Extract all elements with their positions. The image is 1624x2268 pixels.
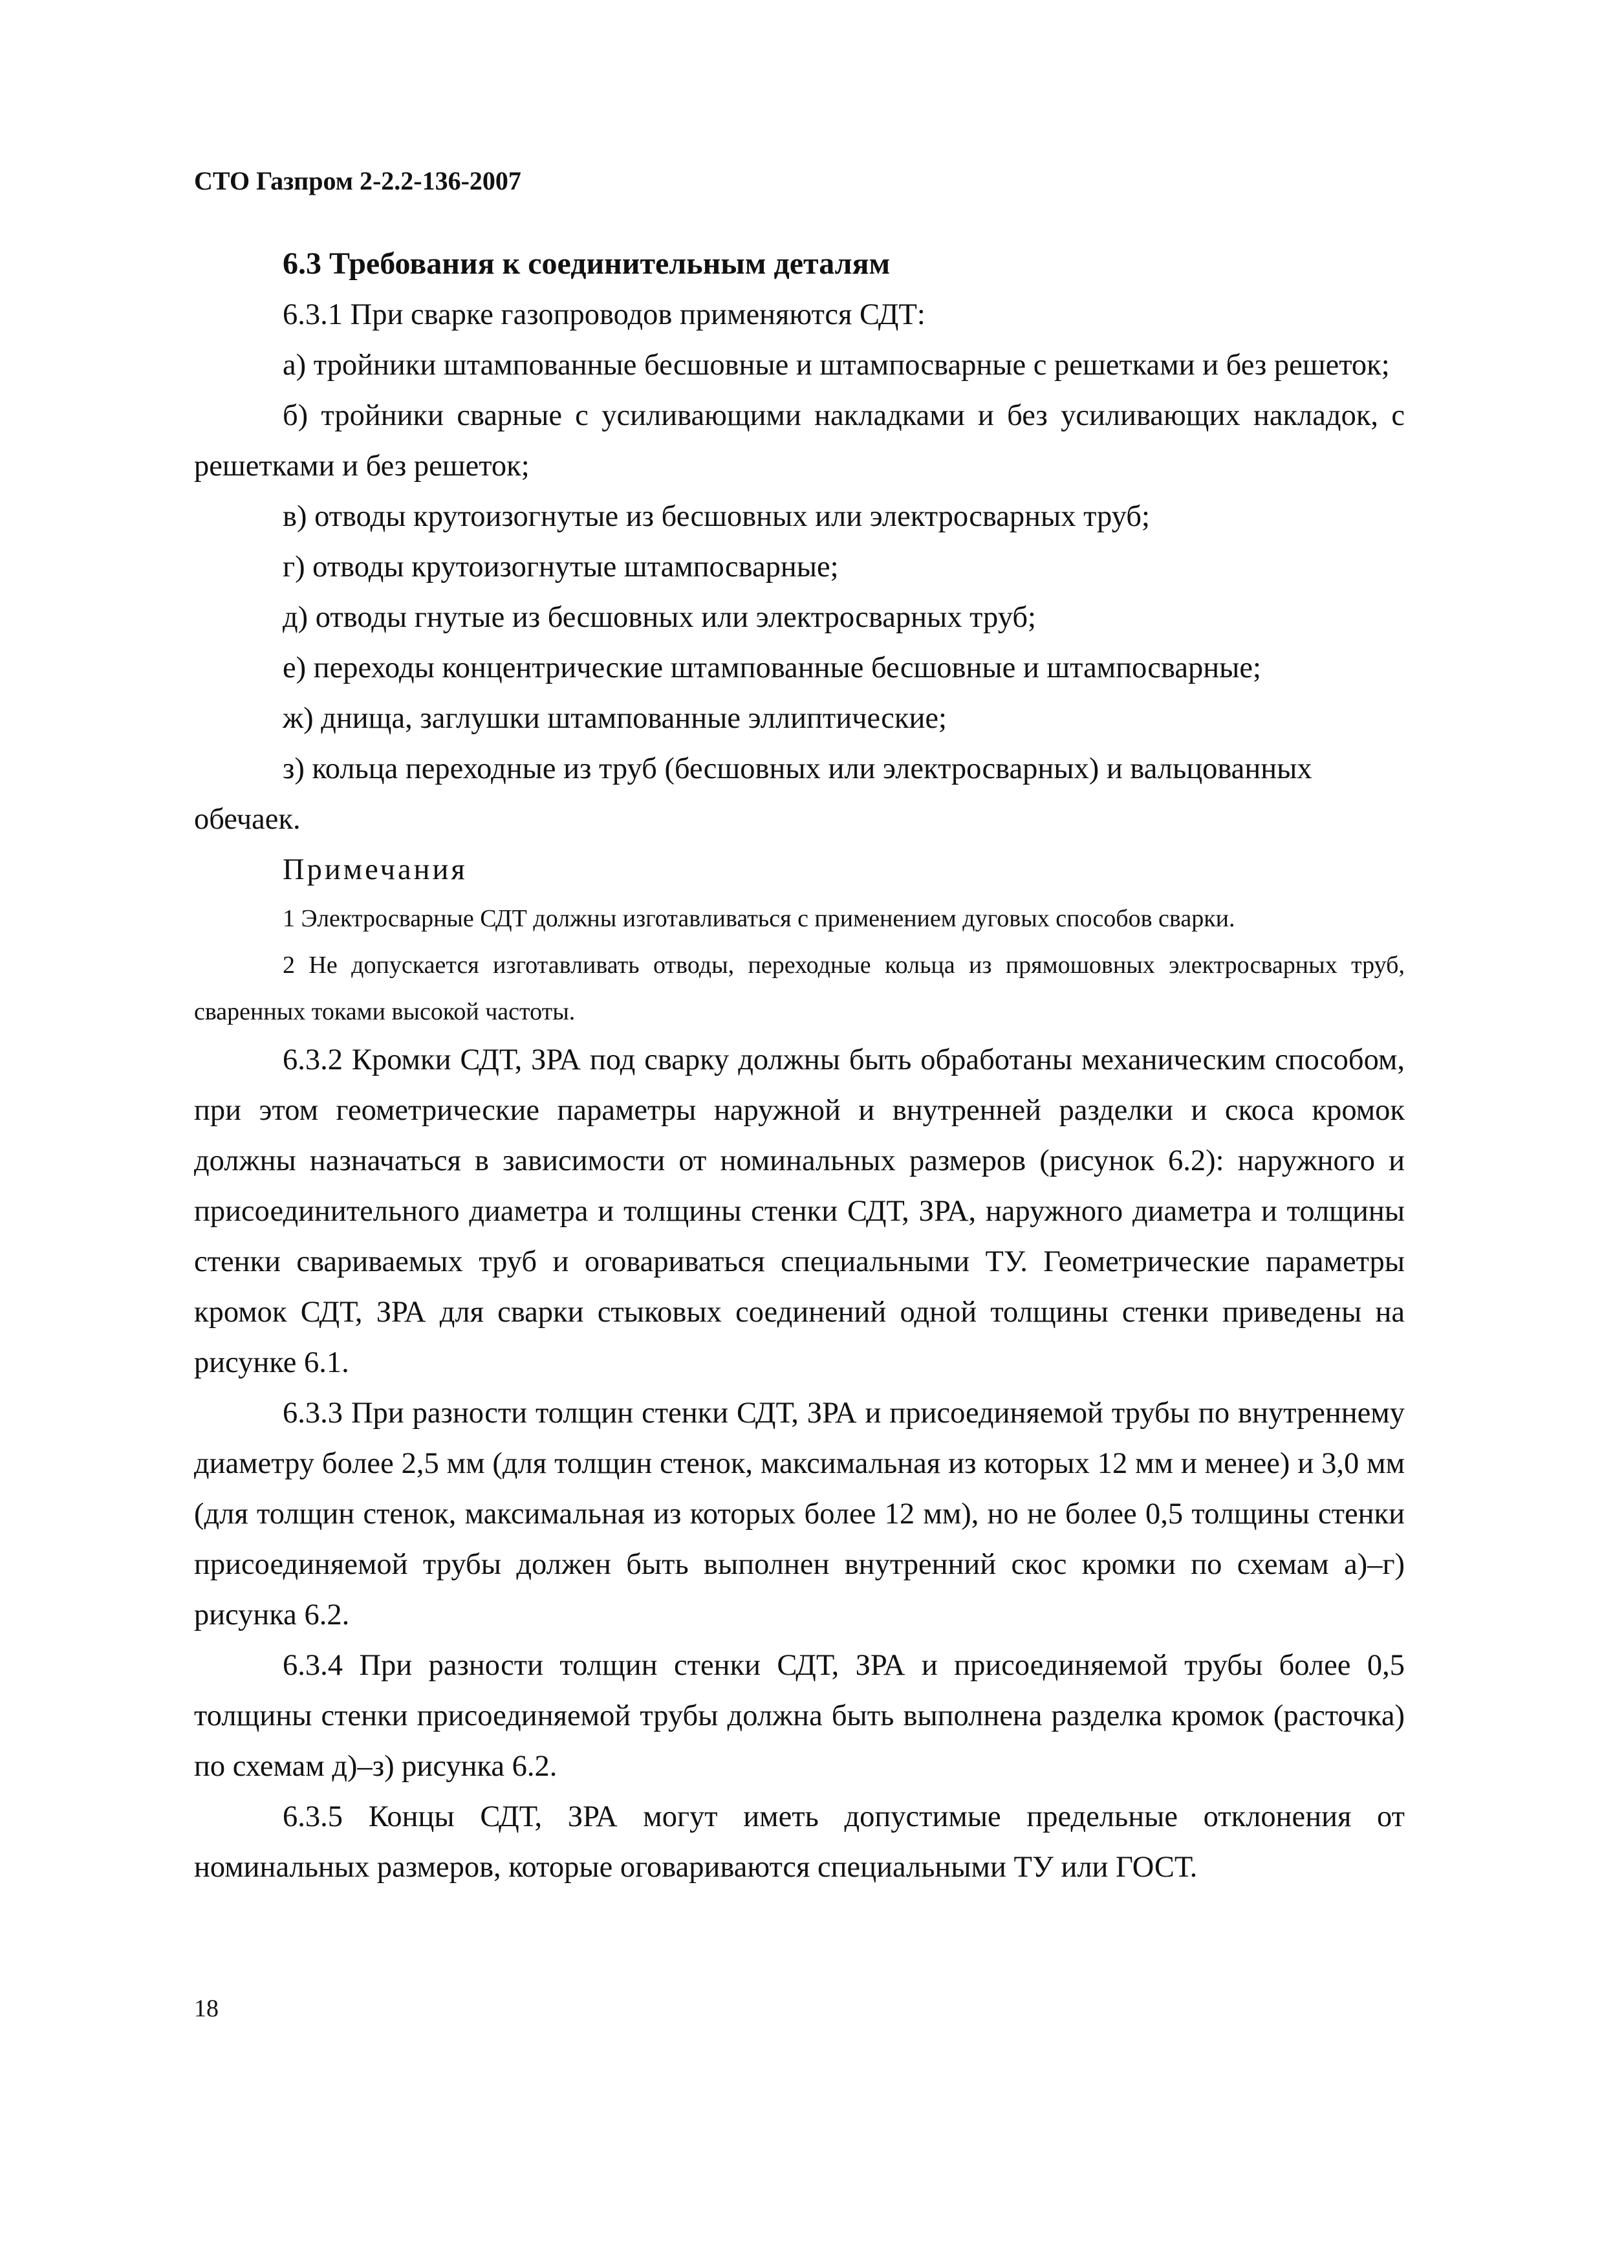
note-1: 1 Электросварные СДТ должны изготавливаться с применением дуговых способов сварки. (283, 905, 1235, 932)
clause-6-3-1: 6.3.1 При сварке газопроводов применяются СДТ: (283, 298, 926, 331)
list-item-v: в) отводы крутоизогнутые из бесшовных или электросварных труб; (283, 500, 1150, 533)
list-item-a: а) тройники штампованные бесшовные и штампосварные с решетками и без решеток; (283, 349, 1390, 382)
clause-6-3-4: 6.3.4 При разности толщин стенки СДТ, ЗРА и присоединяемой трубы более 0,5 толщины стенки присоединяемой трубы должна быть выполнена разделка кромок (расточка) по схемам д)–з) рисунка 6.2. (194, 1649, 1405, 1783)
document-header: СТО Газпром 2-2.2-136-2007 (194, 166, 521, 195)
clause-6-3-2: 6.3.2 Кромки СДТ, ЗРА под сварку должны быть обработаны механическим способом, при этом геометрические параметры наружной и внутренней разделки и скоса кромок должны назначаться в зависимости от номинальных размеров (рисунок 6.2): наружного и присоединительного диаметра и толщины стенки СДТ, ЗРА, наружного диаметра и толщины стенки свариваемых труб и оговариваться специальными ТУ. Геометрические параметры кромок СДТ, ЗРА для сварки стыковых соединений одной толщины стенки приведены на рисунке 6.1. (194, 1043, 1405, 1379)
notes-heading: Примечания (283, 853, 468, 886)
page-number: 18 (194, 1995, 219, 2022)
list-item-e: е) переходы концентрические штампованные бесшовные и штампосварные; (283, 651, 1261, 684)
note-2: 2 Не допускается изготавливать отводы, переходные кольца из прямошовных электросварных труб, сваренных токами высокой частоты. (194, 952, 1405, 1025)
clause-6-3-3: 6.3.3 При разности толщин стенки СДТ, ЗРА и присоединяемой трубы по внутреннему диаметру более 2,5 мм (для толщин стенок, максимальная из которых 12 мм и менее) и 3,0 мм (для толщин стенок, максимальная из которых более 12 мм), но не более 0,5 толщины стенки присоединяемой трубы должен быть выполнен внутренний скос кромки по схемам а)–г) рисунка 6.2. (194, 1397, 1405, 1631)
body-text (194, 290, 1405, 1893)
clause-6-3-5: 6.3.5 Концы СДТ, ЗРА могут иметь допустимые предельные отклонения от номинальных размеров, которые оговариваются специальными ТУ или ГОСТ. (194, 1800, 1405, 1884)
list-item-g: г) отводы крутоизогнутые штампосварные; (283, 551, 839, 583)
list-item-d: д) отводы гнутые из бесшовных или электросварных труб; (283, 601, 1036, 634)
list-item-b: б) тройники сварные с усиливающими накладками и без усиливающих накладок, с решетками и без решеток; (194, 399, 1405, 483)
list-item-z: з) кольца переходные из труб (бесшовных или электросварных) и вальцованных обечаек. (194, 752, 1312, 836)
section-title: 6.3 Требования к соединительным деталям (283, 246, 891, 281)
list-item-zh: ж) днища, заглушки штампованные эллиптические; (283, 702, 947, 735)
